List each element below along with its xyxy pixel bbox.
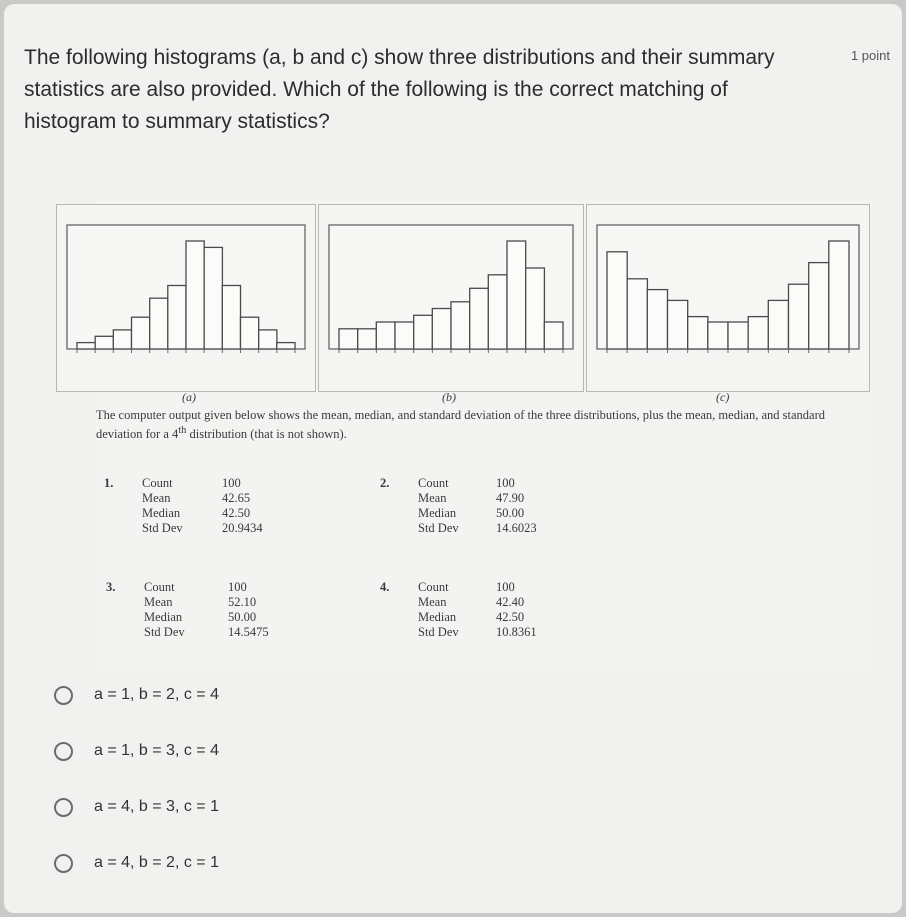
histogram-bar <box>414 315 433 349</box>
stat-key: Mean <box>418 595 447 609</box>
figure-caption: The computer output given below shows the mean, median, and standard deviation of the three distributions, plus the mean, median, and standard deviation for a 4th distribution (that is not shown). <box>96 408 825 442</box>
stat-key: Median <box>142 506 181 520</box>
stat-key: Count <box>418 476 449 490</box>
option-label: a = 4, b = 3, c = 1 <box>94 798 219 815</box>
stat-key: Mean <box>142 491 171 505</box>
histogram-bar <box>627 279 647 349</box>
histogram-bar <box>222 286 240 350</box>
histogram-c-chart <box>587 205 869 391</box>
option-3[interactable] <box>54 796 354 826</box>
histogram-bar <box>95 336 113 349</box>
radio-button[interactable] <box>54 742 73 761</box>
stat-key: Count <box>144 580 175 594</box>
stat-key: Std Dev <box>418 521 459 535</box>
stat-key: Mean <box>144 595 173 609</box>
histogram-bar <box>526 268 545 349</box>
radio-button[interactable] <box>54 798 73 817</box>
option-2[interactable] <box>54 740 354 770</box>
stat-value: 10.8361 <box>496 625 537 639</box>
stat-value: 50.00 <box>228 610 257 624</box>
stat-value: 42.50 <box>222 506 251 520</box>
option-label: a = 1, b = 3, c = 4 <box>94 742 219 759</box>
option-label: a = 4, b = 2, c = 1 <box>94 854 219 871</box>
histogram-labels <box>96 390 872 408</box>
histogram-bar <box>809 263 829 349</box>
histogram-bar <box>113 330 131 349</box>
histogram-bar <box>768 300 788 349</box>
histogram-b <box>318 204 584 392</box>
histogram-b-chart <box>319 205 583 391</box>
stat-key: Std Dev <box>144 625 185 639</box>
stat-value: 100 <box>228 580 247 594</box>
histogram-a-chart <box>57 205 315 391</box>
label-c: (c) <box>716 390 730 404</box>
stat-key: Median <box>418 610 457 624</box>
histogram-bar <box>241 317 259 349</box>
label-a: (a) <box>182 390 196 404</box>
stat-value: 50.00 <box>496 506 525 520</box>
histogram-bar <box>507 241 526 349</box>
stat-key: Median <box>144 610 183 624</box>
stat-value: 14.5475 <box>228 625 269 639</box>
stat-key: Count <box>418 580 449 594</box>
histogram-bar <box>647 290 667 349</box>
histogram-bar <box>395 322 414 349</box>
stat-number: 1. <box>104 476 114 490</box>
radio-button[interactable] <box>54 854 73 873</box>
option-1[interactable] <box>54 684 354 714</box>
stat-value: 100 <box>496 580 515 594</box>
histogram-bar <box>77 343 95 349</box>
histogram-bar <box>168 286 186 350</box>
points-label: 1 point <box>850 48 890 63</box>
stat-value: 20.9434 <box>222 521 263 535</box>
histogram-bar <box>186 241 204 349</box>
histogram-bar <box>132 317 150 349</box>
histogram-bar <box>470 288 489 349</box>
histogram-a <box>56 204 316 392</box>
histogram-bar <box>488 275 507 349</box>
histogram-bar <box>432 309 451 350</box>
stat-key: Std Dev <box>418 625 459 639</box>
histogram-bar <box>277 343 295 349</box>
histogram-bar <box>728 322 748 349</box>
stat-number: 3. <box>106 580 116 594</box>
question-card <box>4 4 902 913</box>
histogram-row <box>96 204 872 390</box>
histogram-bar <box>259 330 277 349</box>
histogram-bar <box>204 247 222 349</box>
stat-value: 42.40 <box>496 595 525 609</box>
histogram-c <box>586 204 870 392</box>
question-figure <box>96 200 872 672</box>
radio-button[interactable] <box>54 686 73 705</box>
option-4[interactable] <box>54 852 354 882</box>
option-label: a = 1, b = 2, c = 4 <box>94 686 219 703</box>
stat-key: Std Dev <box>142 521 183 535</box>
histogram-bar <box>789 284 809 349</box>
histogram-bar <box>150 298 168 349</box>
histogram-bar <box>668 300 688 349</box>
stat-value: 100 <box>222 476 241 490</box>
stat-value: 42.65 <box>222 491 251 505</box>
stat-value: 52.10 <box>228 595 257 609</box>
histogram-bar <box>451 302 470 349</box>
histogram-bar <box>607 252 627 349</box>
histogram-bar <box>358 329 377 349</box>
stat-value: 14.6023 <box>496 521 537 535</box>
histogram-bar <box>688 317 708 349</box>
stat-value: 100 <box>496 476 515 490</box>
histogram-bar <box>544 322 563 349</box>
stat-key: Mean <box>418 491 447 505</box>
stat-value: 47.90 <box>496 491 525 505</box>
stat-value: 42.50 <box>496 610 525 624</box>
stat-key: Median <box>418 506 457 520</box>
label-b: (b) <box>442 390 456 404</box>
histogram-bar <box>748 317 768 349</box>
histogram-bar <box>376 322 395 349</box>
histogram-bar <box>708 322 728 349</box>
histogram-bar <box>829 241 849 349</box>
stat-number: 4. <box>380 580 390 594</box>
stat-number: 2. <box>380 476 390 490</box>
histogram-bar <box>339 329 358 349</box>
question-text: The following histograms (a, b and c) show three distributions and their summary statistics are also provided. Which of the following is the correct matching of histogram to summary statistics? <box>24 46 775 133</box>
stat-key: Count <box>142 476 173 490</box>
